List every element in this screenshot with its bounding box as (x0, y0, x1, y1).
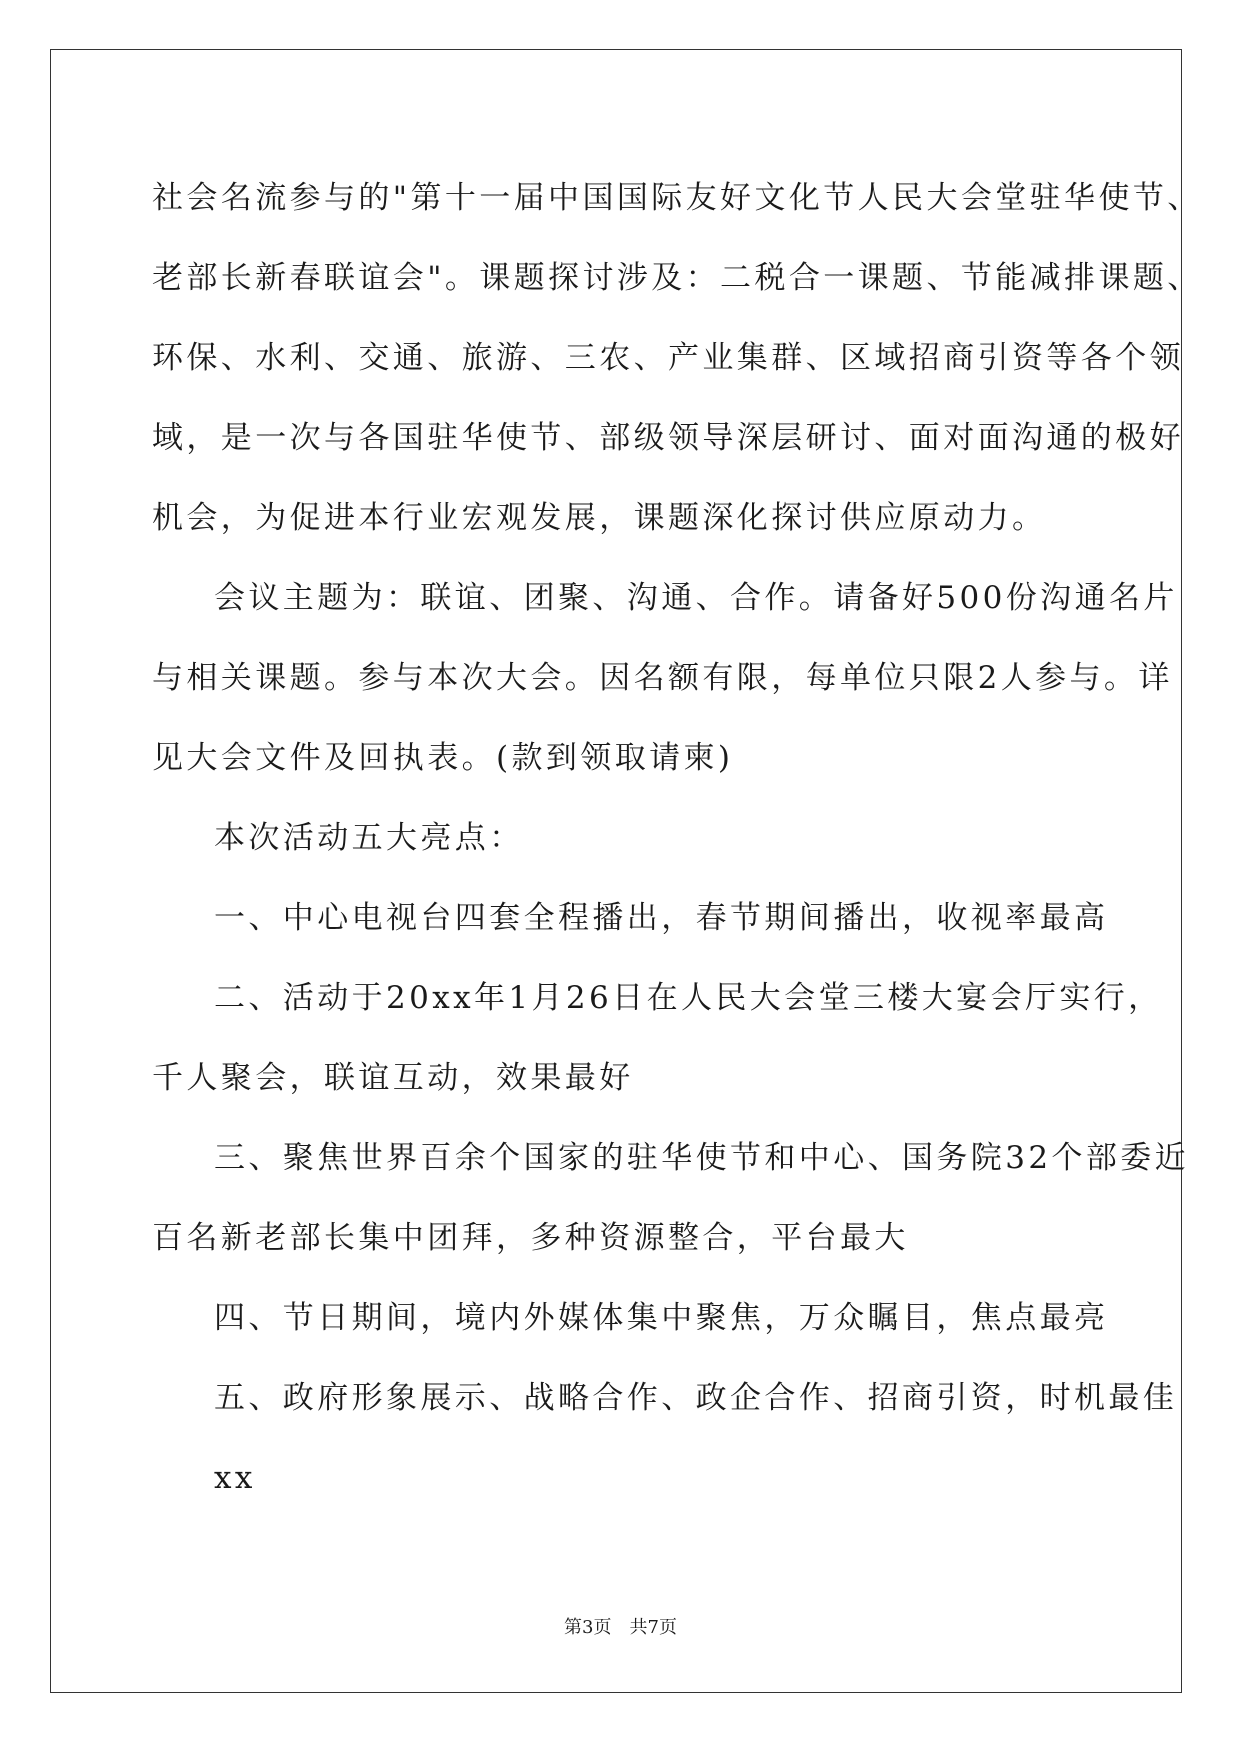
page-number-total: 共7页 (629, 1617, 677, 1638)
paragraph-meeting-theme: 会议主题为：联谊、团聚、沟通、合作。请备好500份沟通名片 (214, 580, 1178, 616)
highlight-item-2: 二、活动于20xx年1月26日在人民大会堂三楼大宴会厅实行， (214, 980, 1163, 1016)
text-line: 见大会文件及回执表。(款到领取请柬) (152, 740, 734, 776)
highlights-heading: 本次活动五大亮点： (214, 820, 524, 856)
page-number-current: 第3页 (564, 1617, 612, 1638)
text-line: 千人聚会，联谊互动，效果最好 (152, 1060, 634, 1096)
text-line: 老部长新春联谊会"。课题探讨涉及：二税合一课题、节能减排课题、 (152, 260, 1202, 296)
text-line: 域，是一次与各国驻华使节、部级领导深层研讨、面对面沟通的极好 (152, 420, 1184, 456)
signature-line: xx (214, 1460, 256, 1496)
highlight-item-3: 三、聚焦世界百余个国家的驻华使节和中心、国务院32个部委近 (214, 1140, 1190, 1176)
document-body (152, 158, 1202, 1518)
text-line: 环保、水利、交通、旅游、三农、产业集群、区域招商引资等各个领 (152, 340, 1184, 376)
highlight-item-4: 四、节日期间，境内外媒体集中聚焦，万众瞩目，焦点最亮 (214, 1300, 1109, 1336)
text-line: 机会，为促进本行业宏观发展，课题深化探讨供应原动力。 (152, 500, 1047, 536)
highlight-item-1: 一、中心电视台四套全程播出，春节期间播出，收视率最高 (214, 900, 1109, 936)
text-line: 社会名流参与的"第十一届中国国际友好文化节人民大会堂驻华使节、 (152, 180, 1202, 216)
highlight-item-5: 五、政府形象展示、战略合作、政企合作、招商引资，时机最佳 (214, 1380, 1178, 1416)
text-line: 与相关课题。参与本次大会。因名额有限，每单位只限2人参与。详 (152, 660, 1173, 696)
text-line: 百名新老部长集中团拜，多种资源整合，平台最大 (152, 1220, 909, 1256)
page-footer (0, 1616, 1241, 1640)
